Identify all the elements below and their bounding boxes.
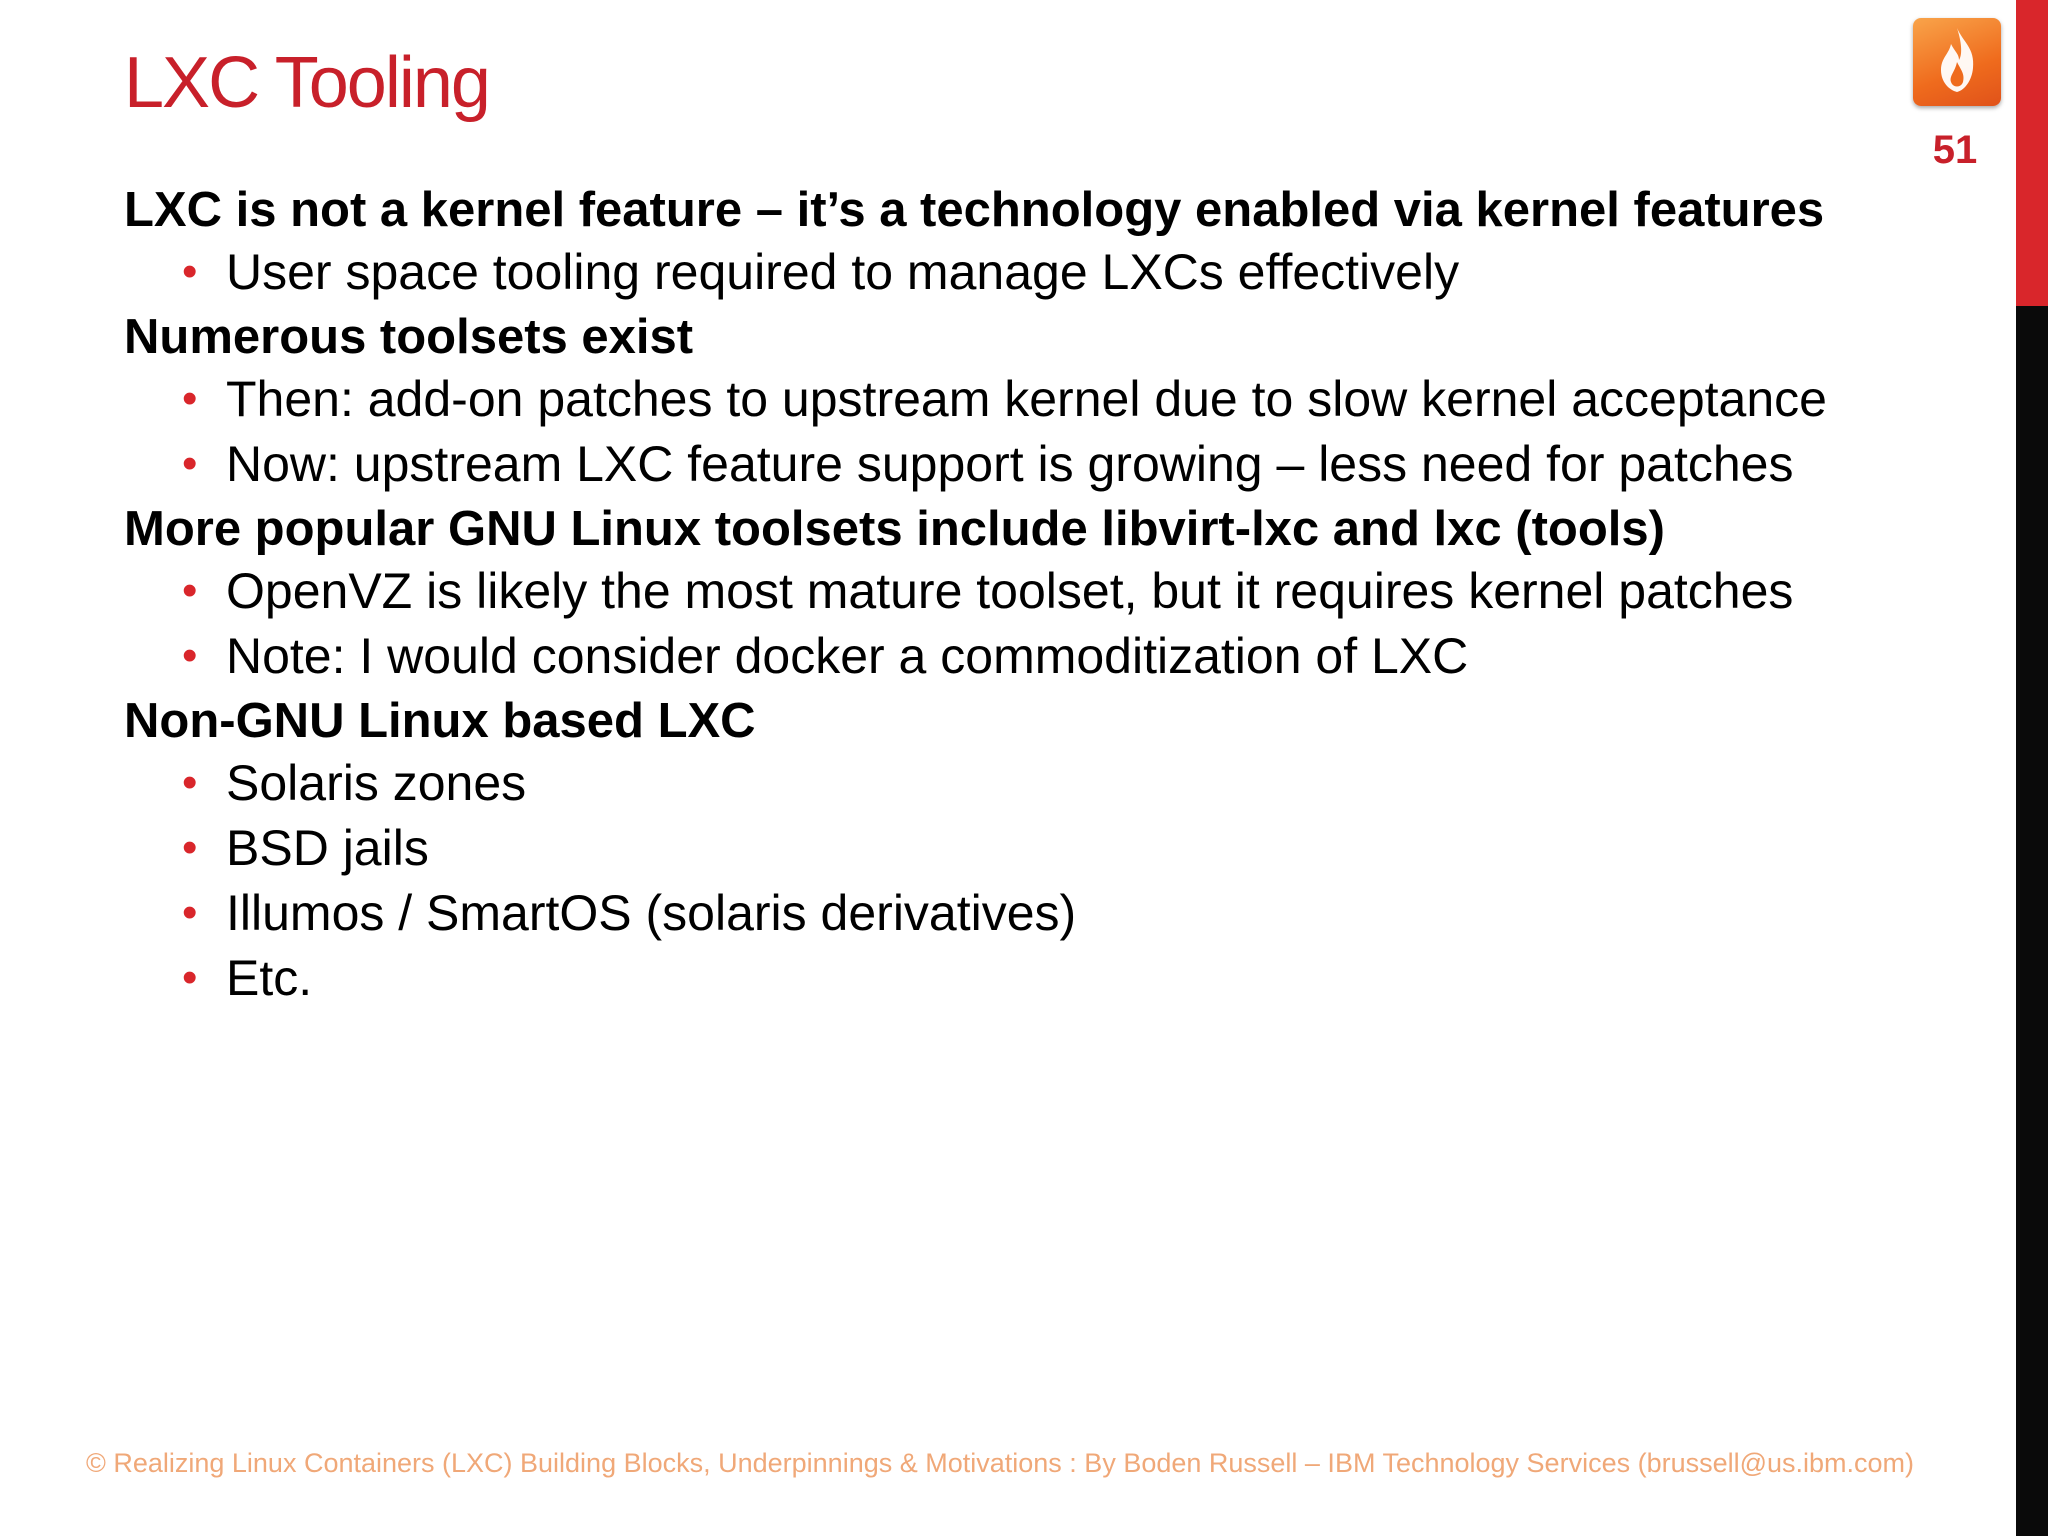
bullet-text: Note: I would consider docker a commoditization of LXC [226, 628, 1469, 684]
bullet-item [124, 438, 1984, 490]
bullet-dot-icon: • [182, 631, 198, 680]
bullet-text: OpenVZ is likely the most mature toolset, but it requires kernel patches [226, 563, 1794, 619]
bullet-text: Then: add-on patches to upstream kernel due to slow kernel acceptance [226, 371, 1827, 427]
bullet-item [124, 952, 1984, 1004]
bullet-dot-icon: • [182, 888, 198, 937]
bullet-list [124, 757, 1984, 1004]
bullet-dot-icon: • [182, 758, 198, 807]
bullet-text: Solaris zones [226, 755, 527, 811]
bullet-dot-icon: • [182, 247, 198, 296]
flame-logo-icon [1913, 18, 2001, 106]
bullet-item [124, 246, 1984, 298]
slide-content [124, 184, 1984, 1017]
bullet-item [124, 565, 1984, 617]
bullet-item [124, 887, 1984, 939]
section-heading: More popular GNU Linux toolsets include libvirt-lxc and lxc (tools) [124, 502, 1665, 556]
bullet-list [124, 373, 1984, 490]
bullet-dot-icon: • [182, 439, 198, 488]
side-dark-bar [2016, 306, 2048, 1536]
section-heading: Non-GNU Linux based LXC [124, 694, 756, 748]
bullet-text: BSD jails [226, 820, 429, 876]
bullet-list [124, 246, 1984, 298]
section-numerous-toolsets [124, 311, 1984, 490]
slide-title: LXC Tooling [124, 43, 489, 123]
bullet-item [124, 630, 1984, 682]
section-heading: LXC is not a kernel feature – it’s a technology enabled via kernel features [124, 183, 1825, 237]
bullet-text: Illumos / SmartOS (solaris derivatives) [226, 885, 1077, 941]
bullet-item [124, 373, 1984, 425]
footer-copyright: © Realizing Linux Containers (LXC) Building Blocks, Underpinnings & Motivations : By Boden Russell – IBM Technology Services (brussell@us.ibm.com) [85, 1448, 1915, 1478]
section-kernel-feature [124, 184, 1984, 298]
bullet-item [124, 757, 1984, 809]
bullet-list [124, 565, 1984, 682]
bullet-item [124, 822, 1984, 874]
bullet-dot-icon: • [182, 374, 198, 423]
bullet-dot-icon: • [182, 823, 198, 872]
section-non-gnu-lxc [124, 695, 1984, 1004]
bullet-text: User space tooling required to manage LXCs effectively [226, 244, 1460, 300]
side-accent-bar [2016, 0, 2048, 306]
bullet-text: Etc. [226, 950, 313, 1006]
bullet-dot-icon: • [182, 566, 198, 615]
section-popular-toolsets [124, 503, 1984, 682]
bullet-text: Now: upstream LXC feature support is growing – less need for patches [226, 436, 1794, 492]
page-number: 51 [1932, 128, 1978, 172]
bullet-dot-icon: • [182, 953, 198, 1002]
section-heading: Numerous toolsets exist [124, 310, 694, 364]
